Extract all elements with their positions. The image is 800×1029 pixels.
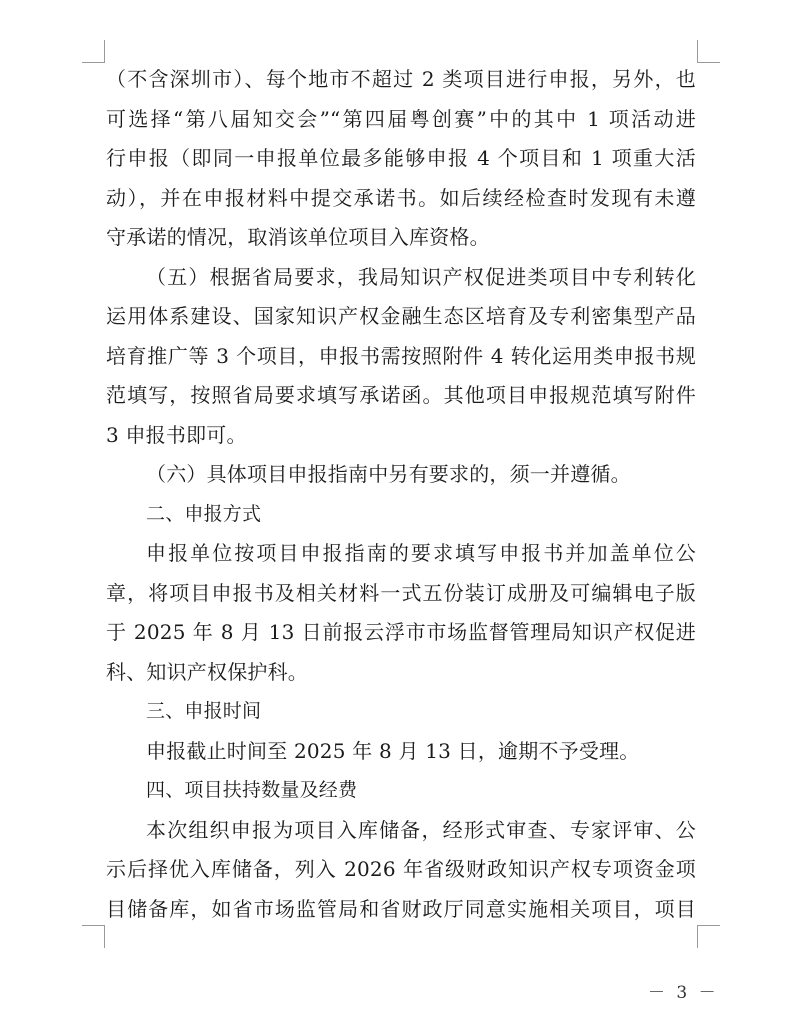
text-line: 本次组织申报为项目入库储备，经形式审查、专家评审、公 <box>146 817 696 842</box>
corner-mark-top-left <box>82 40 105 63</box>
text-line: 申报单位按项目申报指南的要求填写申报书并加盖单位公 <box>146 541 696 565</box>
body-text <box>106 60 696 929</box>
text-line: 行申报（即同一申报单位最多能够申报 4 个项目和 1 项重大活 <box>106 146 696 170</box>
text-line: 培育推广等 3 个项目，申报书需按照附件 4 转化运用类申报书规 <box>106 343 696 368</box>
text-line: 动），并在申报材料中提交承诺书。如后续经检查时发现有未遵 <box>106 185 696 210</box>
text-line: 守承诺的情况，取消该单位项目入库资格。 <box>106 225 490 249</box>
section-heading: 四、项目扶持数量及经费 <box>146 779 358 801</box>
text-line: 示后择优入库储备，列入 2026 年省级财政知识产权专项资金项 <box>106 857 696 881</box>
text-line: 申报截止时间至 2025 年 8 月 13 日，逾期不予受理。 <box>146 738 640 763</box>
text-line: 3 申报书即可。 <box>106 422 247 447</box>
text-line: 范填写，按照省局要求填写承诺函。其他项目申报规范填写附件 <box>106 383 696 407</box>
text-line: 科、知识产权保护科。 <box>106 659 308 684</box>
corner-mark-bottom-right <box>697 925 720 948</box>
text-line: 于 2025 年 8 月 13 日前报云浮市市场监督管理局知识产权促进 <box>106 620 696 644</box>
text-line: 运用体系建设、国家知识产权金融生态区培育及专利密集型产品 <box>106 304 696 328</box>
text-line: （不含深圳市）、每个地市不超过 2 类项目进行申报，另外，也 <box>106 67 696 91</box>
text-line: 可选择“第八届知交会”“第四届粤创赛”中的其中 1 项活动进 <box>106 106 696 131</box>
corner-mark-bottom-left <box>82 925 105 948</box>
text-line: 章，将项目申报书及相关材料一式五份装订成册及可编辑电子版 <box>106 580 696 605</box>
section-heading: 二、申报方式 <box>146 502 262 525</box>
page-number: － 3 － <box>648 983 719 1003</box>
corner-mark-top-right <box>697 40 720 63</box>
text-line: （五）根据省局要求，我局知识产权促进类项目中专利转化 <box>146 264 696 289</box>
text-line: 目储备库，如省市场监管局和省财政厅同意实施相关项目，项目 <box>106 896 696 921</box>
section-heading: 三、申报时间 <box>146 700 262 722</box>
text-line: （六）具体项目申报指南中另有要求的，须一并遵循。 <box>146 462 631 486</box>
